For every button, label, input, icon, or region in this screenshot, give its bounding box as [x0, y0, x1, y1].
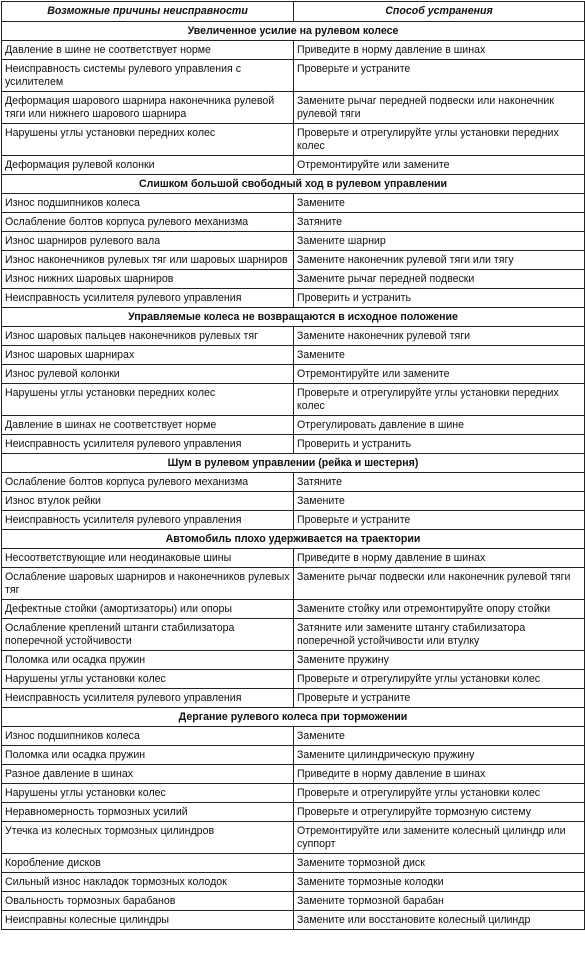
remedy-cell: Проверьте и устраните: [294, 60, 585, 92]
table-row: [2, 194, 585, 213]
troubleshooting-document: [1, 1, 584, 930]
table-row: [2, 854, 585, 873]
table-row: [2, 492, 585, 511]
cause-cell: Износ подшипников колеса: [2, 727, 294, 746]
cause-cell: Дефектные стойки (амортизаторы) или опоры: [2, 600, 294, 619]
cause-cell: Нарушены углы установки колес: [2, 784, 294, 803]
remedy-cell: Замените: [294, 727, 585, 746]
table-row: [2, 511, 585, 530]
remedy-cell: Замените наконечник рулевой тяги или тягу: [294, 251, 585, 270]
cause-cell: Ослабление болтов корпуса рулевого механизма: [2, 213, 294, 232]
table-row: [2, 619, 585, 651]
table-row: [2, 92, 585, 124]
section-header-row: [2, 175, 585, 194]
remedy-cell: Проверьте и устраните: [294, 689, 585, 708]
section-title: Управляемые колеса не возвращаются в исходное положение: [2, 308, 585, 327]
remedy-cell: Затяните: [294, 473, 585, 492]
table-row: [2, 41, 585, 60]
table-row: [2, 473, 585, 492]
header-cause: Возможные причины неисправности: [2, 2, 294, 22]
table-row: [2, 232, 585, 251]
cause-cell: Неисправность усилителя рулевого управления: [2, 511, 294, 530]
table-row: [2, 600, 585, 619]
section-title: Автомобиль плохо удерживается на траектории: [2, 530, 585, 549]
table-row: [2, 416, 585, 435]
table-row: [2, 270, 585, 289]
table-row: [2, 873, 585, 892]
table-row: [2, 689, 585, 708]
remedy-cell: Отремонтируйте или замените колесный цилиндр или суппорт: [294, 822, 585, 854]
section-title: Увеличенное усилие на рулевом колесе: [2, 22, 585, 41]
troubleshooting-table: [1, 1, 585, 930]
cause-cell: Неисправность усилителя рулевого управления: [2, 289, 294, 308]
table-row: [2, 822, 585, 854]
section-title: Дергание рулевого колеса при торможении: [2, 708, 585, 727]
remedy-cell: Проверьте и отрегулируйте углы установки колес: [294, 670, 585, 689]
cause-cell: Деформация рулевой колонки: [2, 156, 294, 175]
remedy-cell: Замените пружину: [294, 651, 585, 670]
table-row: [2, 727, 585, 746]
header-row: [2, 2, 585, 22]
table-row: [2, 213, 585, 232]
table-row: [2, 803, 585, 822]
section-header-row: [2, 22, 585, 41]
cause-cell: Деформация шарового шарнира наконечника рулевой тяги или нижнего шарового шарнира: [2, 92, 294, 124]
table-row: [2, 124, 585, 156]
table-row: [2, 346, 585, 365]
cause-cell: Ослабление шаровых шарниров и наконечников рулевых тяг: [2, 568, 294, 600]
cause-cell: Неисправность системы рулевого управления с усилителем: [2, 60, 294, 92]
remedy-cell: Замените рычаг передней подвески: [294, 270, 585, 289]
cause-cell: Износ шаровых шарнирах: [2, 346, 294, 365]
remedy-cell: Проверьте и отрегулируйте углы установки колес: [294, 784, 585, 803]
table-row: [2, 911, 585, 930]
table-row: [2, 746, 585, 765]
remedy-cell: Замените тормозной диск: [294, 854, 585, 873]
remedy-cell: Замените наконечник рулевой тяги: [294, 327, 585, 346]
remedy-cell: Замените или восстановите колесный цилиндр: [294, 911, 585, 930]
remedy-cell: Проверить и устранить: [294, 435, 585, 454]
table-row: [2, 568, 585, 600]
remedy-cell: Замените: [294, 194, 585, 213]
section-header-row: [2, 308, 585, 327]
remedy-cell: Отремонтируйте или замените: [294, 365, 585, 384]
remedy-cell: Отрегулировать давление в шине: [294, 416, 585, 435]
section-header-row: [2, 708, 585, 727]
table-row: [2, 156, 585, 175]
table-row: [2, 435, 585, 454]
table-row: [2, 327, 585, 346]
remedy-cell: Замените тормозные колодки: [294, 873, 585, 892]
remedy-cell: Приведите в норму давление в шинах: [294, 41, 585, 60]
remedy-cell: Замените: [294, 346, 585, 365]
cause-cell: Ослабление креплений штанги стабилизатора поперечной устойчивости: [2, 619, 294, 651]
cause-cell: Нарушены углы установки передних колес: [2, 384, 294, 416]
cause-cell: Нарушены углы установки передних колес: [2, 124, 294, 156]
remedy-cell: Проверьте и устраните: [294, 511, 585, 530]
cause-cell: Неисправность усилителя рулевого управления: [2, 689, 294, 708]
table-row: [2, 365, 585, 384]
cause-cell: Износ втулок рейки: [2, 492, 294, 511]
cause-cell: Коробление дисков: [2, 854, 294, 873]
cause-cell: Утечка из колесных тормозных цилиндров: [2, 822, 294, 854]
table-row: [2, 765, 585, 784]
table-row: [2, 784, 585, 803]
remedy-cell: Приведите в норму давление в шинах: [294, 549, 585, 568]
cause-cell: Несоответствующие или неодинаковые шины: [2, 549, 294, 568]
remedy-cell: Проверьте и отрегулируйте тормозную систему: [294, 803, 585, 822]
remedy-cell: Проверьте и отрегулируйте углы установки передних колес: [294, 384, 585, 416]
cause-cell: Износ подшипников колеса: [2, 194, 294, 213]
table-row: [2, 670, 585, 689]
remedy-cell: Замените рычаг подвески или наконечник рулевой тяги: [294, 568, 585, 600]
table-row: [2, 892, 585, 911]
cause-cell: Давление в шинах не соответствует норме: [2, 416, 294, 435]
cause-cell: Сильный износ накладок тормозных колодок: [2, 873, 294, 892]
section-header-row: [2, 530, 585, 549]
remedy-cell: Замените шарнир: [294, 232, 585, 251]
cause-cell: Поломка или осадка пружин: [2, 651, 294, 670]
cause-cell: Поломка или осадка пружин: [2, 746, 294, 765]
remedy-cell: Затяните: [294, 213, 585, 232]
cause-cell: Износ наконечников рулевых тяг или шаровых шарниров: [2, 251, 294, 270]
cause-cell: Неисправность усилителя рулевого управления: [2, 435, 294, 454]
header-remedy: Способ устранения: [294, 2, 585, 22]
remedy-cell: Замените рычаг передней подвески или наконечник рулевой тяги: [294, 92, 585, 124]
remedy-cell: Замените цилиндрическую пружину: [294, 746, 585, 765]
cause-cell: Давление в шине не соответствует норме: [2, 41, 294, 60]
remedy-cell: Проверить и устранить: [294, 289, 585, 308]
cause-cell: Износ нижних шаровых шарниров: [2, 270, 294, 289]
table-row: [2, 384, 585, 416]
cause-cell: Износ рулевой колонки: [2, 365, 294, 384]
table-body: [2, 22, 585, 930]
section-header-row: [2, 454, 585, 473]
cause-cell: Овальность тормозных барабанов: [2, 892, 294, 911]
section-title: Слишком большой свободный ход в рулевом управлении: [2, 175, 585, 194]
cause-cell: Неисправны колесные цилиндры: [2, 911, 294, 930]
table-row: [2, 651, 585, 670]
cause-cell: Разное давление в шинах: [2, 765, 294, 784]
section-title: Шум в рулевом управлении (рейка и шестерня): [2, 454, 585, 473]
remedy-cell: Замените: [294, 492, 585, 511]
remedy-cell: Отремонтируйте или замените: [294, 156, 585, 175]
remedy-cell: Приведите в норму давление в шинах: [294, 765, 585, 784]
table-row: [2, 549, 585, 568]
cause-cell: Нарушены углы установки колес: [2, 670, 294, 689]
table-row: [2, 60, 585, 92]
cause-cell: Неравномерность тормозных усилий: [2, 803, 294, 822]
remedy-cell: Проверьте и отрегулируйте углы установки передних колес: [294, 124, 585, 156]
cause-cell: Ослабление болтов корпуса рулевого механизма: [2, 473, 294, 492]
remedy-cell: Затяните или замените штангу стабилизатора поперечной устойчивости или втулку: [294, 619, 585, 651]
remedy-cell: Замените стойку или отремонтируйте опору стойки: [294, 600, 585, 619]
cause-cell: Износ шарниров рулевого вала: [2, 232, 294, 251]
remedy-cell: Замените тормозной барабан: [294, 892, 585, 911]
cause-cell: Износ шаровых пальцев наконечников рулевых тяг: [2, 327, 294, 346]
table-row: [2, 251, 585, 270]
table-row: [2, 289, 585, 308]
